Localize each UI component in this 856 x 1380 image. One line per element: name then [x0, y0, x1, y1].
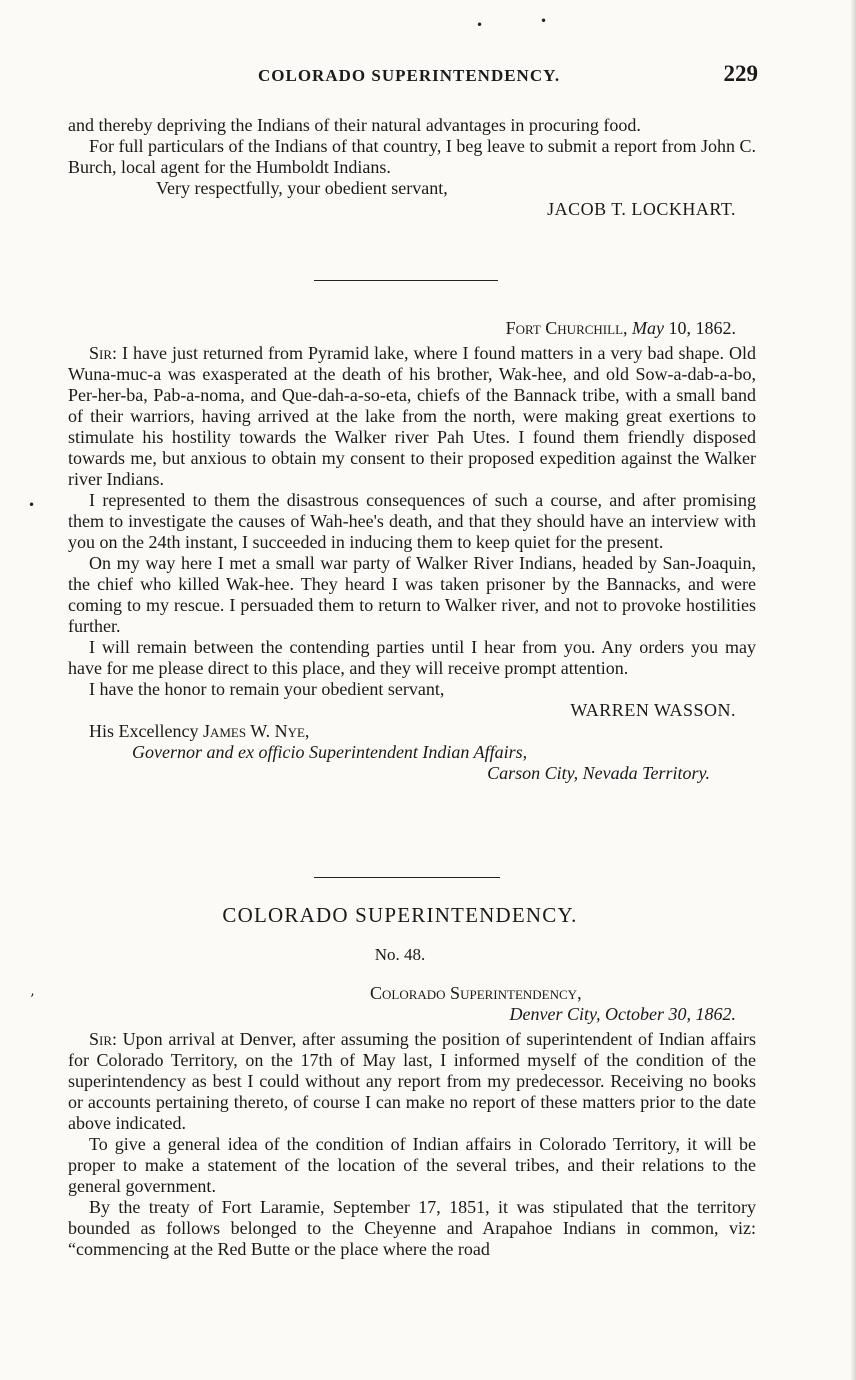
letter2-paragraph-3: On my way here I met a small war party of Walker River Indians, headed by San-Joaquin, the chief who killed Wak-hee. They heard I was taken prisoner by the Bannacks, and were coming to my rescue. I persuaded them to return to Walker river, and not to provoke hostilities further.	[68, 553, 756, 636]
section-p1-text: Upon arrival at Denver, after assuming the position of superintendent of Indian affairs for Colorado Territory, on the 17th of May last, I informed myself of the condition of the superintendency as best I could without any report from my predecessor. Receiving no books or accounts pertaining thereto, of course I can make no report of these matters prior to the date above indicated.	[68, 1029, 756, 1133]
divider-rule-2	[314, 877, 500, 878]
section-salutation: Sir:	[89, 1029, 118, 1049]
addressee-place: Carson City, Nevada Territory.	[487, 763, 710, 783]
letter2-paragraph-2: I represented to them the disastrous consequences of such a course, and after promising them to investigate the causes of Wah-hee's death, and that they should have an interview with you on the 24th instant, I succeeded in inducing them to keep quiet for the present.	[68, 490, 756, 552]
letter2-place: Fort Churchill,	[505, 318, 628, 338]
letter2-salutation: Sir:	[89, 343, 118, 363]
letter2	[68, 318, 756, 784]
letter2-paragraph-4: I will remain between the contending parties until I hear from you. Any orders you may have for me please direct to this place, and they will receive prompt attention.	[68, 637, 756, 678]
letter2-closing: I have the honor to remain your obedient servant,	[89, 679, 445, 699]
section-date: Denver City, October 30, 1862.	[509, 1004, 736, 1024]
print-speck: •	[476, 18, 484, 32]
print-speck: •	[540, 14, 548, 28]
letter2-signature: WARREN WASSON.	[570, 700, 736, 720]
addressee-prefix: His Excellency	[89, 721, 203, 741]
letter2-p1-text: I have just returned from Pyramid lake, where I found matters in a very bad shape. Old Wuna-muc-a was exasperated at the death of his brother, Wak-hee, and old Sow-a-dab-a-bo, Per-her-ba, Pab-a-noma, and Que-dah-a-so-eta, chiefs of the Bannack tribe, with a small band of their warriors, having arrived at the lake from the north, were making great exertions to stimulate his hostility towards the Walker river Pah Utes. I found them friendly disposed towards me, but anxious to obtain my consent to their proposed expedition against the Walker river Indians.	[68, 343, 756, 489]
letter1-line1: and thereby depriving the Indians of their natural advantages in procuring food.	[68, 115, 641, 135]
letter1-closing: Very respectfully, your obedient servant,	[156, 178, 448, 198]
page-number: 229	[723, 61, 758, 86]
addressee-name: James W. Nye,	[202, 721, 310, 741]
letter2-addressee	[68, 721, 756, 742]
letter2-dateline	[68, 318, 756, 339]
divider-rule-1	[314, 280, 498, 281]
letter2-date-month: May	[632, 318, 664, 338]
section-heading: COLORADO SUPERINTENDENCY.	[222, 903, 578, 927]
section-paragraph-2: To give a general idea of the condition of Indian affairs in Colorado Territory, it will be proper to make a statement of the location of the several tribes, and their relations to the general government.	[68, 1134, 756, 1196]
running-head-title: COLORADO SUPERINTENDENCY.	[258, 66, 561, 85]
running-head	[258, 61, 758, 86]
print-speck: •	[28, 498, 36, 512]
section-paragraph-1	[68, 1029, 756, 1134]
print-speck: ’	[30, 992, 35, 1008]
letter2-date-rest: 10, 1862.	[664, 318, 736, 338]
letter1-signature: JACOB T. LOCKHART.	[547, 199, 736, 219]
letter1-end	[68, 115, 756, 220]
letter1-paragraph: For full particulars of the Indians of that country, I beg leave to submit a report from John C. Burch, local agent for the Humboldt Indians.	[68, 136, 756, 177]
page-edge-shadow	[850, 0, 856, 1380]
section-letter	[68, 983, 756, 1260]
addressee-title: Governor and ex officio Superintendent Indian Affairs,	[132, 742, 528, 762]
section-number: No. 48.	[374, 945, 426, 964]
section-paragraph-3: By the treaty of Fort Laramie, September 17, 1851, it was stipulated that the territory bounded as follows belonged to the Cheyenne and Arapahoe Indians in common, viz: “commencing at the Red Butte or the place where the road	[68, 1197, 756, 1259]
section-place: Colorado Superintendency,	[370, 983, 582, 1003]
letter2-paragraph-1	[68, 343, 756, 490]
